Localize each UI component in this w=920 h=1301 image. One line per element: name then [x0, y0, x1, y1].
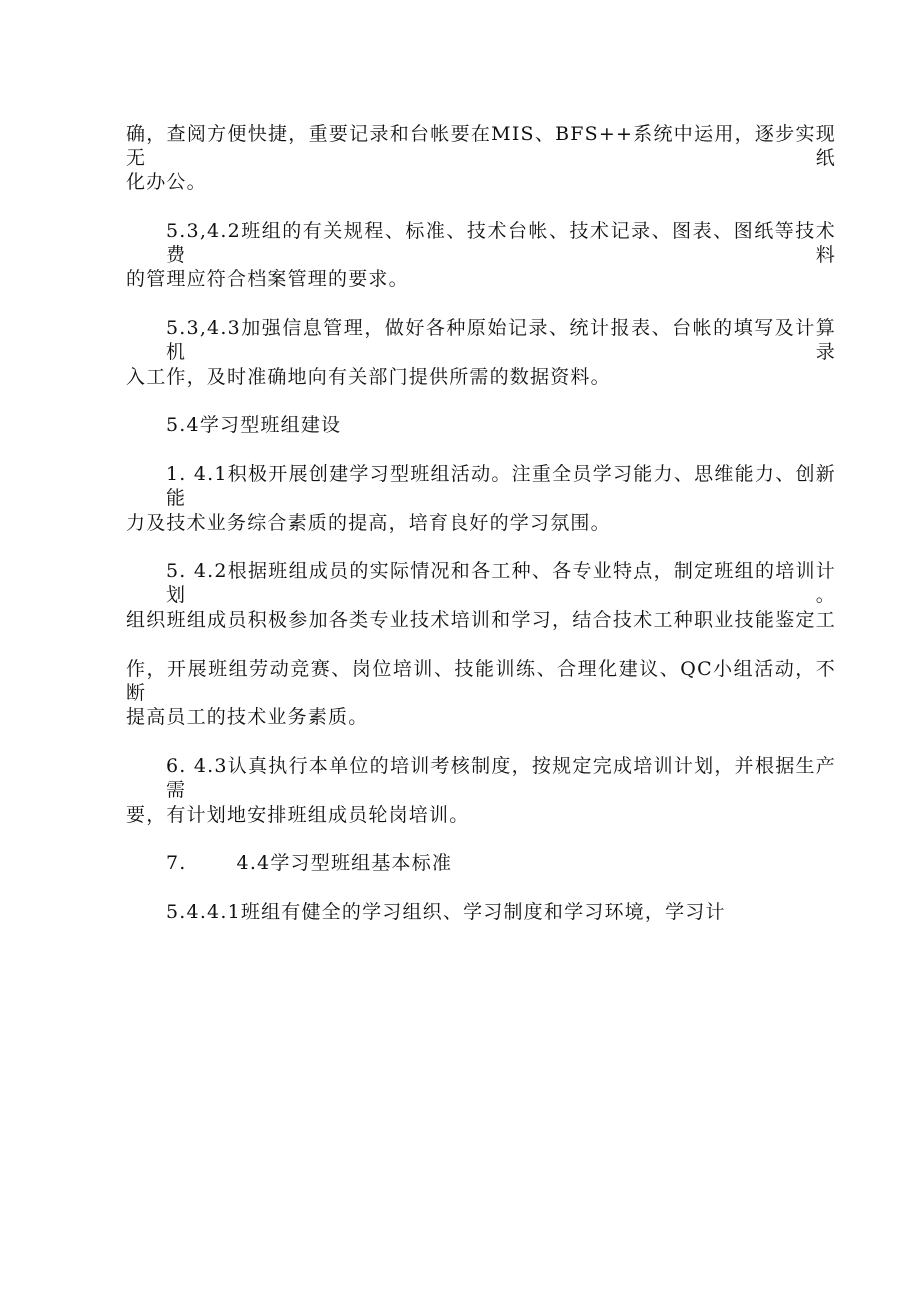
paragraph-line: 1. 4.1积极开展创建学习型班组活动。注重全员学习能力、思维能力、创新能 — [166, 463, 836, 509]
paragraph-line: 力及技术业务综合素质的提高，培育良好的学习氛围。 — [126, 512, 611, 534]
paragraph-line: 6. 4.3认真执行本单位的培训考核制度，按规定完成培训计划，并根据生产需 — [166, 755, 836, 801]
section-heading: 5.4学习型班组建设 — [166, 414, 342, 436]
paragraph-line: 5.3,4.3加强信息管理，做好各种原始记录、统计报表、台帐的填写及计算机录 — [166, 317, 836, 363]
paragraph-line: 要，有计划地安排班组成员轮岗培训。 — [126, 804, 470, 826]
heading-number: 7. — [166, 852, 187, 874]
paragraph-line: 5.3,4.2班组的有关规程、标准、技术台帐、技术记录、图表、图纸等技术费料 — [166, 220, 836, 266]
section-heading — [166, 851, 452, 875]
paragraph-line: 入工作，及时准确地向有关部门提供所需的数据资料。 — [126, 366, 611, 388]
paragraph-line: 5.4.4.1班组有健全的学习组织、学习制度和学习环境，学习计 — [166, 901, 726, 923]
paragraph-line: 组织班组成员积极参加各类专业技术培训和学习，结合技术工种职业技能鉴定工 — [126, 609, 836, 631]
paragraph-line: 确，查阅方便快捷，重要记录和台帐要在MIS、BFS++系统中运用，逐步实现无纸 — [126, 123, 836, 169]
paragraph-line: 的管理应符合档案管理的要求。 — [126, 268, 409, 290]
paragraph-line: 作，开展班组劳动竞赛、岗位培训、技能训练、合理化建议、QC小组活动，不断 — [126, 658, 836, 704]
heading-text: 4.4学习型班组基本标准 — [236, 852, 453, 874]
paragraph-line: 化办公。 — [126, 171, 207, 193]
paragraph-line: 5. 4.2根据班组成员的实际情况和各工种、各专业特点，制定班组的培训计划。 — [166, 560, 836, 606]
paragraph-line: 提高员工的技术业务素质。 — [126, 706, 369, 728]
